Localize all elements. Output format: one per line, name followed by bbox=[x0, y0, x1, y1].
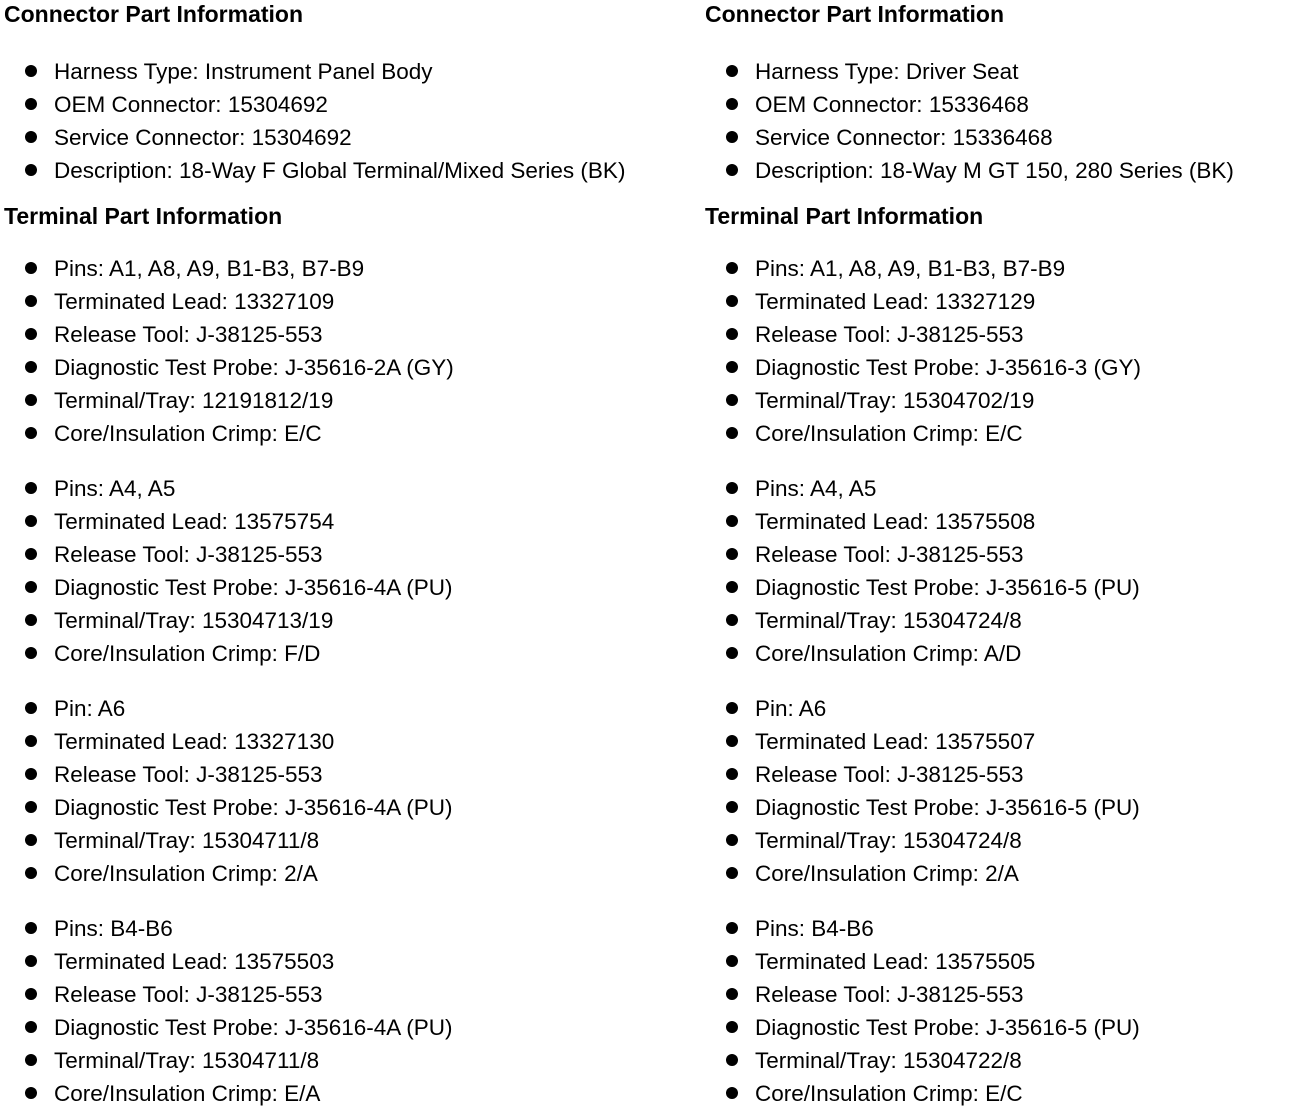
list-item: Release Tool: J-38125-553 bbox=[4, 978, 654, 1011]
list-item: Terminated Lead: 13575508 bbox=[705, 505, 1312, 538]
list-item: Diagnostic Test Probe: J-35616-4A (PU) bbox=[4, 791, 654, 824]
list-item: Pin: A6 bbox=[705, 692, 1312, 725]
list-item: OEM Connector: 15336468 bbox=[705, 88, 1312, 121]
connector-heading: Connector Part Information bbox=[4, 1, 304, 27]
list-item: Core/Insulation Crimp: 2/A bbox=[4, 857, 654, 890]
list-item: Core/Insulation Crimp: 2/A bbox=[705, 857, 1312, 890]
list-item: Terminated Lead: 13575503 bbox=[4, 945, 654, 978]
list-item: Terminal/Tray: 12191812/19 bbox=[4, 384, 654, 417]
list-item: Terminated Lead: 13575505 bbox=[705, 945, 1312, 978]
connector-column-left bbox=[4, 0, 654, 1110]
terminal-group bbox=[4, 912, 654, 1110]
list-item: Terminated Lead: 13575754 bbox=[4, 505, 654, 538]
list-item: Release Tool: J-38125-553 bbox=[4, 538, 654, 571]
list-item: Terminated Lead: 13327129 bbox=[705, 285, 1312, 318]
list-item: Diagnostic Test Probe: J-35616-2A (GY) bbox=[4, 351, 654, 384]
list-item: Harness Type: Driver Seat bbox=[705, 55, 1312, 88]
list-item: Terminated Lead: 13575507 bbox=[705, 725, 1312, 758]
list-item: Harness Type: Instrument Panel Body bbox=[4, 55, 654, 88]
list-item: Description: 18-Way M GT 150, 280 Series (BK) bbox=[705, 154, 1312, 187]
list-item: Release Tool: J-38125-553 bbox=[705, 978, 1312, 1011]
terminal-heading: Terminal Part Information bbox=[4, 203, 283, 229]
list-item: Core/Insulation Crimp: E/C bbox=[705, 417, 1312, 450]
list-item: Release Tool: J-38125-553 bbox=[705, 318, 1312, 351]
list-item: Pins: A1, A8, A9, B1-B3, B7-B9 bbox=[4, 252, 654, 285]
list-item: Pins: B4-B6 bbox=[4, 912, 654, 945]
list-item: Core/Insulation Crimp: F/D bbox=[4, 637, 654, 670]
terminal-group bbox=[705, 912, 1312, 1110]
list-item: Pins: A4, A5 bbox=[4, 472, 654, 505]
terminal-group bbox=[4, 472, 654, 670]
list-item: Service Connector: 15304692 bbox=[4, 121, 654, 154]
terminal-group bbox=[705, 252, 1312, 450]
list-item: Terminal/Tray: 15304722/8 bbox=[705, 1044, 1312, 1077]
list-item: Pins: A1, A8, A9, B1-B3, B7-B9 bbox=[705, 252, 1312, 285]
connector-heading: Connector Part Information bbox=[705, 1, 1005, 27]
list-item: Terminated Lead: 13327130 bbox=[4, 725, 654, 758]
list-item: Release Tool: J-38125-553 bbox=[705, 758, 1312, 791]
list-item: Pins: B4-B6 bbox=[705, 912, 1312, 945]
connector-info-list bbox=[4, 55, 654, 187]
list-item: OEM Connector: 15304692 bbox=[4, 88, 654, 121]
list-item: Terminal/Tray: 15304711/8 bbox=[4, 824, 654, 857]
list-item: Terminal/Tray: 15304713/19 bbox=[4, 604, 654, 637]
list-item: Terminal/Tray: 15304702/19 bbox=[705, 384, 1312, 417]
list-item: Release Tool: J-38125-553 bbox=[4, 318, 654, 351]
list-item: Diagnostic Test Probe: J-35616-4A (PU) bbox=[4, 1011, 654, 1044]
connector-column-right bbox=[705, 0, 1312, 1110]
list-item: Service Connector: 15336468 bbox=[705, 121, 1312, 154]
list-item: Terminal/Tray: 15304724/8 bbox=[705, 824, 1312, 857]
terminal-group bbox=[705, 472, 1312, 670]
list-item: Terminal/Tray: 15304711/8 bbox=[4, 1044, 654, 1077]
terminal-group bbox=[4, 692, 654, 890]
connector-info-list bbox=[705, 55, 1312, 187]
list-item: Core/Insulation Crimp: A/D bbox=[705, 637, 1312, 670]
terminal-group bbox=[4, 252, 654, 450]
list-item: Terminated Lead: 13327109 bbox=[4, 285, 654, 318]
list-item: Pin: A6 bbox=[4, 692, 654, 725]
list-item: Diagnostic Test Probe: J-35616-3 (GY) bbox=[705, 351, 1312, 384]
list-item: Diagnostic Test Probe: J-35616-5 (PU) bbox=[705, 1011, 1312, 1044]
terminal-heading: Terminal Part Information bbox=[705, 203, 984, 229]
list-item: Core/Insulation Crimp: E/C bbox=[4, 417, 654, 450]
list-item: Core/Insulation Crimp: E/A bbox=[4, 1077, 654, 1110]
list-item: Diagnostic Test Probe: J-35616-5 (PU) bbox=[705, 571, 1312, 604]
list-item: Core/Insulation Crimp: E/C bbox=[705, 1077, 1312, 1110]
terminal-group bbox=[705, 692, 1312, 890]
list-item: Description: 18-Way F Global Terminal/Mixed Series (BK) bbox=[4, 154, 654, 187]
list-item: Release Tool: J-38125-553 bbox=[705, 538, 1312, 571]
list-item: Terminal/Tray: 15304724/8 bbox=[705, 604, 1312, 637]
list-item: Diagnostic Test Probe: J-35616-4A (PU) bbox=[4, 571, 654, 604]
list-item: Release Tool: J-38125-553 bbox=[4, 758, 654, 791]
list-item: Diagnostic Test Probe: J-35616-5 (PU) bbox=[705, 791, 1312, 824]
list-item: Pins: A4, A5 bbox=[705, 472, 1312, 505]
